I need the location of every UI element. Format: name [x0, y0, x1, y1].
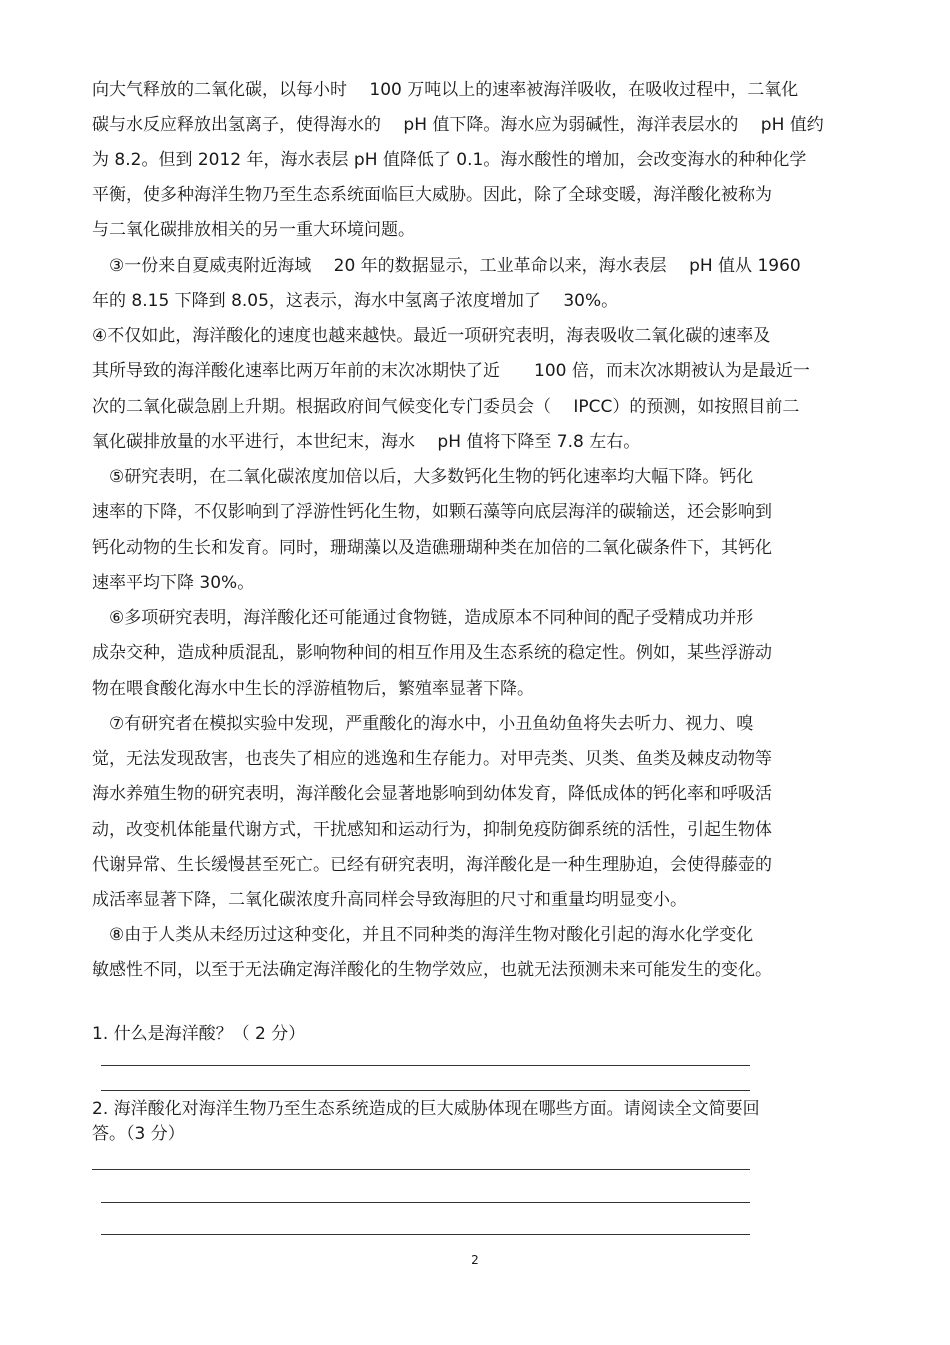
body-text-line: 成杂交种，造成种质混乱，影响物种间的相互作用及生态系统的稳定性。例如，某些浮游动: [92, 643, 772, 663]
body-text-line: 物在喂食酸化海水中生长的浮游植物后，繁殖率显著下降。: [92, 679, 534, 699]
answer-line[interactable]: [101, 1090, 750, 1091]
answer-line[interactable]: [92, 1169, 750, 1170]
body-text-line: ⑥多项研究表明，海洋酸化还可能通过食物链，造成原本不同种间的配子受精成功并形: [92, 608, 754, 628]
body-text-line: 其所导致的海洋酸化速率比两万年前的末次冰期快了近 100 倍，而末次冰期被认为是最近一: [92, 361, 810, 381]
body-text-line: 海水养殖生物的研究表明，海洋酸化会显著地影响到幼体发育，降低成体的钙化率和呼吸活: [92, 784, 772, 804]
page-number: 2: [471, 1253, 479, 1267]
body-text-line: 敏感性不同，以至于无法确定海洋酸化的生物学效应，也就无法预测未来可能发生的变化。: [92, 960, 772, 980]
body-text-line: 碳与水反应释放出氢离子，使得海水的 pH 值下降。海水应为弱碱性，海洋表层水的 pH 值约: [92, 115, 824, 135]
question-2: 2. 海洋酸化对海洋生物乃至生态系统造成的巨大威胁体现在哪些方面。请阅读全文简要回: [92, 1099, 760, 1119]
body-text-line: 向大气释放的二氧化碳，以每小时 100 万吨以上的速率被海洋吸收，在吸收过程中，二氧化: [92, 80, 799, 100]
body-text-line: 速率平均下降 30%。: [92, 573, 255, 593]
body-text-line: 动，改变机体能量代谢方式，干扰感知和运动行为，抑制免疫防御系统的活性，引起生物体: [92, 820, 772, 840]
body-text-line: 觉，无法发现敌害，也丧失了相应的逃逸和生存能力。对甲壳类、贝类、鱼类及棘皮动物等: [92, 749, 772, 769]
body-text-line: ⑤研究表明，在二氧化碳浓度加倍以后，大多数钙化生物的钙化速率均大幅下降。钙化: [92, 467, 754, 487]
body-text-line: ⑧由于人类从未经历过这种变化，并且不同种类的海洋生物对酸化引起的海水化学变化: [92, 925, 754, 945]
answer-line[interactable]: [101, 1065, 750, 1066]
body-text-line: 代谢异常、生长缓慢甚至死亡。已经有研究表明，海洋酸化是一种生理胁迫，会使得藤壶的: [92, 855, 772, 875]
body-text-line: 成活率显著下降，二氧化碳浓度升高同样会导致海胆的尺寸和重量均明显变小。: [92, 890, 687, 910]
body-text-line: ③一份来自夏威夷附近海域 20 年的数据显示，工业革命以来，海水表层 pH 值从 1960: [92, 256, 801, 276]
question-1: 1. 什么是海洋酸？（ 2 分）: [92, 1024, 306, 1044]
body-text-line: ④不仅如此，海洋酸化的速度也越来越快。最近一项研究表明，海表吸收二氧化碳的速率及: [92, 326, 771, 346]
answer-line[interactable]: [101, 1234, 750, 1235]
question-2: 答。（3 分）: [92, 1124, 185, 1144]
body-text-line: 平衡，使多种海洋生物乃至生态系统面临巨大威胁。因此，除了全球变暖，海洋酸化被称为: [92, 185, 772, 205]
body-text-line: ⑦有研究者在模拟实验中发现，严重酸化的海水中，小丑鱼幼鱼将失去听力、视力、嗅: [92, 714, 754, 734]
body-text-line: 为 8.2。但到 2012 年，海水表层 pH 值降低了 0.1。海水酸性的增加，会改变海水的种种化学: [92, 150, 807, 170]
body-text-line: 氧化碳排放量的水平进行，本世纪末，海水 pH 值将下降至 7.8 左右。: [92, 432, 641, 452]
body-text-line: 年的 8.15 下降到 8.05，这表示，海水中氢离子浓度增加了 30%。: [92, 291, 619, 311]
body-text-line: 速率的下降，不仅影响到了浮游性钙化生物，如颗石藻等向底层海洋的碳输送，还会影响到: [92, 502, 772, 522]
body-text-line: 次的二氧化碳急剧上升期。根据政府间气候变化专门委员会（ IPCC）的预测，如按照目前二: [92, 397, 800, 417]
body-text-line: 钙化动物的生长和发育。同时，珊瑚藻以及造礁珊瑚种类在加倍的二氧化碳条件下，其钙化: [92, 538, 772, 558]
body-text-line: 与二氧化碳排放相关的另一重大环境问题。: [92, 220, 415, 240]
answer-line[interactable]: [101, 1202, 750, 1203]
